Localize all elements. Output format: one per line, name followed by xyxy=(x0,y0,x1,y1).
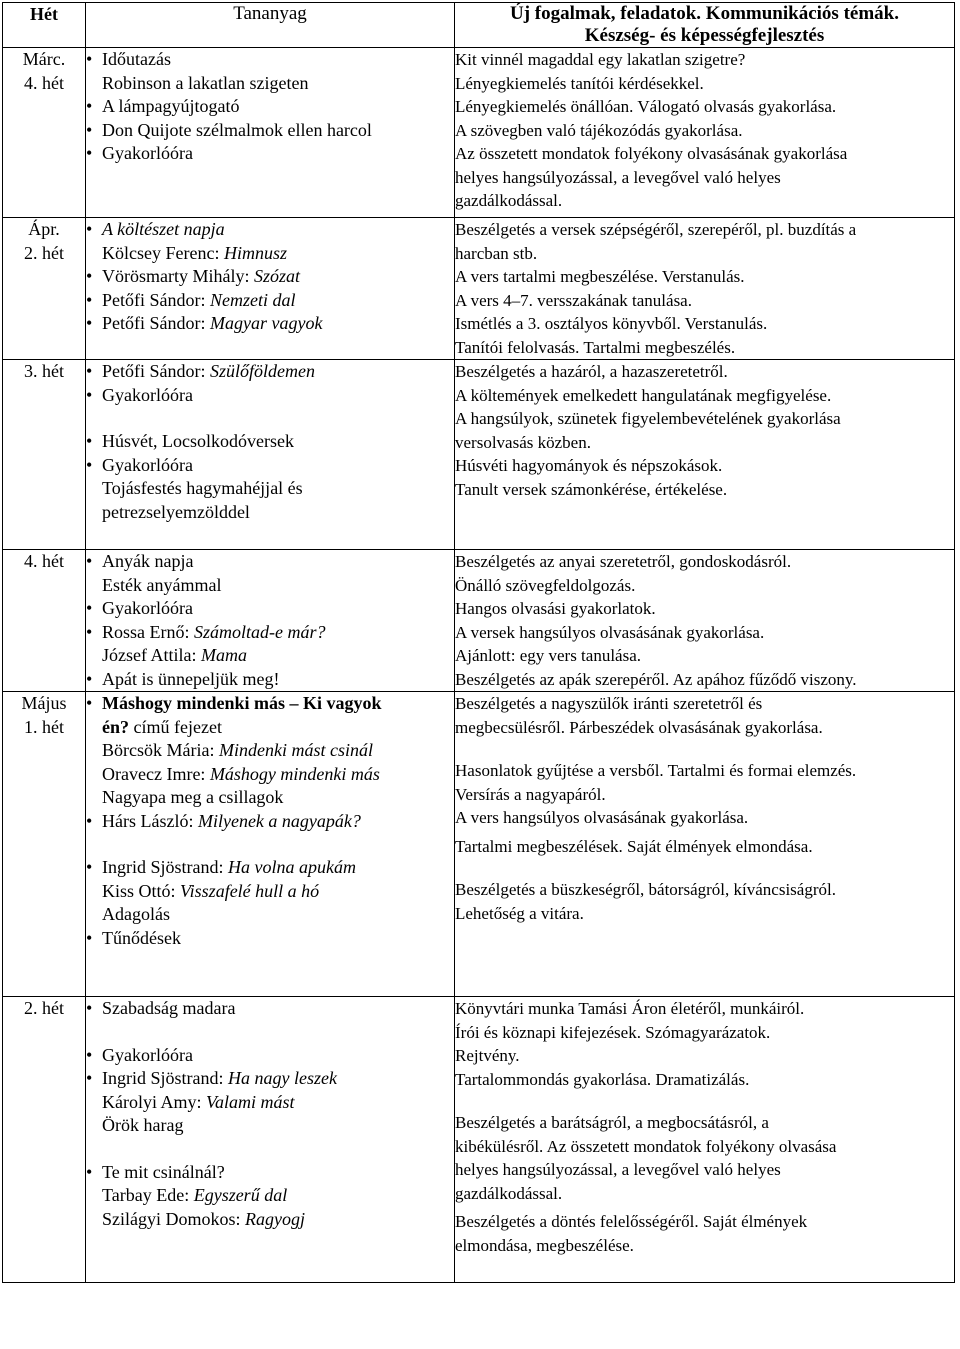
skill-line: helyes hangsúlyozással, a levegővel való helyes xyxy=(455,167,781,187)
topic-item xyxy=(86,810,454,834)
week-label: 1. hét xyxy=(24,716,64,737)
week-cell xyxy=(3,48,86,218)
topic-item xyxy=(86,1114,454,1138)
skill-line: Beszélgetés a büszkeségről, bátorságról, kíváncsiságról. xyxy=(455,880,836,899)
topic-text: Gyakorlóóra xyxy=(102,143,193,163)
bullet-icon: • xyxy=(86,693,93,713)
topic-item xyxy=(86,786,454,810)
skill-line: A vers 4–7. versszakának tanulása. xyxy=(455,290,692,310)
bullet-icon: • xyxy=(86,857,93,877)
topic-text: A lámpagyújtogató xyxy=(102,96,240,116)
bullet-icon: • xyxy=(86,1161,93,1182)
topic-item xyxy=(86,668,454,692)
topic-text: Apát is ünnepeljük meg! xyxy=(102,668,280,689)
topic-text: Ragyogj xyxy=(245,1208,305,1229)
topic-item xyxy=(86,1208,454,1232)
table-row xyxy=(3,360,955,550)
skill-line: megbecsülésről. Párbeszédek olvasásának gyakorlása. xyxy=(455,717,823,737)
topic-item xyxy=(86,763,454,787)
skill-line: Beszélgetés az anyai szeretetről, gondoskodásról. xyxy=(455,552,792,571)
topic-text: Máshogy mindenki más xyxy=(209,763,380,784)
week-label: 2. hét xyxy=(24,242,64,263)
topic-text: Magyar vagyok xyxy=(210,313,323,333)
week-cell xyxy=(3,997,86,1283)
topic-text: Szabadság madara xyxy=(102,998,236,1018)
bullet-icon: • xyxy=(86,361,93,381)
topic-text: Mindenki mást csinál xyxy=(218,740,373,760)
topic-text: Tojásfestés hagymahéjjal és xyxy=(102,478,303,498)
topic-text: Máshogy mindenki más – Ki vagyok xyxy=(102,693,382,713)
topic-text: Szózat xyxy=(253,266,300,286)
table-row xyxy=(3,550,955,692)
topics-cell xyxy=(86,692,455,997)
topic-item xyxy=(86,265,454,289)
topic-text: Kiss Ottó: xyxy=(102,880,181,901)
week-label: Május xyxy=(21,693,67,713)
topic-text: Don Quijote szélmalmok ellen harcol xyxy=(102,119,372,140)
skill-line: Beszélgetés a hazáról, a hazaszeretetről. xyxy=(455,362,728,381)
skill-line: A vers hangsúlyos olvasásának gyakorlása. xyxy=(455,808,749,827)
topic-text: Gyakorlóóra xyxy=(102,454,193,475)
topic-text: Tarbay Ede: xyxy=(102,1185,194,1205)
topic-text: Gyakorlóóra xyxy=(102,1044,193,1065)
bullet-icon: • xyxy=(86,668,93,689)
bullet-icon: • xyxy=(86,266,93,286)
bullet-icon: • xyxy=(86,454,93,475)
topics-cell xyxy=(86,550,455,692)
topic-text: Tűnődések xyxy=(102,927,181,948)
topic-text: Hárs László: xyxy=(102,810,198,831)
bullet-icon: • xyxy=(86,431,93,451)
topic-text: Visszafelé hull a hó xyxy=(180,880,320,901)
topic-item xyxy=(86,716,454,740)
bullet-icon: • xyxy=(86,49,93,69)
skill-line: Hasonlatok gyűjtése a versből. Tartalmi és formai elemzés. xyxy=(455,761,857,780)
topic-text: én? xyxy=(102,716,129,737)
topic-text: Oravecz Imre: xyxy=(102,763,210,784)
curriculum-table xyxy=(2,2,955,1283)
bullet-icon: • xyxy=(86,1044,93,1065)
skill-line: Húsvéti hagyományok és népszokások. xyxy=(455,456,723,475)
header-skills xyxy=(455,3,955,48)
week-label: 2. hét xyxy=(24,998,64,1018)
topic-text: című fejezet xyxy=(129,716,222,737)
topic-item xyxy=(86,454,454,478)
skill-line: A vers tartalmi megbeszélése. Verstanulás. xyxy=(455,267,745,286)
skill-line: A költemények emelkedett hangulatának megfigyelése. xyxy=(455,385,832,405)
skill-line: A szövegben való tájékozódás gyakorlása. xyxy=(455,120,743,140)
topic-item xyxy=(86,142,454,166)
skill-line: Lényegkiemelés önállóan. Válogató olvasás gyakorlása. xyxy=(455,97,837,116)
skill-line: Írói és köznapi kifejezések. Szómagyarázatok. xyxy=(455,1022,771,1042)
topic-item xyxy=(86,477,454,501)
topic-item xyxy=(86,927,454,951)
topic-item xyxy=(86,360,454,384)
topic-text: Időutazás xyxy=(102,49,171,69)
topic-item xyxy=(86,384,454,408)
topic-text: Gyakorlóóra xyxy=(102,598,193,618)
table-row xyxy=(3,692,955,997)
header-row xyxy=(3,3,955,48)
skills-cell xyxy=(455,997,955,1283)
table-row xyxy=(3,997,955,1283)
week-cell xyxy=(3,692,86,997)
topic-text: Petőfi Sándor: xyxy=(102,313,210,333)
topic-text: Gyakorlóóra xyxy=(102,384,193,405)
topic-item xyxy=(86,997,454,1021)
bullet-icon: • xyxy=(86,289,93,310)
skill-line: gazdálkodással. xyxy=(455,191,563,210)
week-cell xyxy=(3,218,86,360)
topic-text: József Attila: xyxy=(102,645,201,665)
skills-cell xyxy=(455,218,955,360)
skill-line: Lényegkiemelés tanítói kérdésekkel. xyxy=(455,73,704,93)
bullet-icon: • xyxy=(86,551,93,571)
topic-item xyxy=(86,856,454,880)
topic-item xyxy=(86,119,454,143)
skill-line: Tartalommondás gyakorlása. Dramatizálás. xyxy=(455,1069,750,1089)
topic-text: Valami mást xyxy=(206,1091,295,1112)
topic-item xyxy=(86,692,454,716)
topic-item xyxy=(86,1091,454,1115)
week-label: 3. hét xyxy=(24,361,64,381)
topic-text: Kölcsey Ferenc: xyxy=(102,242,224,263)
week-label: 4. hét xyxy=(24,72,64,93)
topic-text: Vörösmarty Mihály: xyxy=(102,266,254,286)
topic-text: Egyszerű dal xyxy=(193,1185,288,1205)
topic-item xyxy=(86,903,454,927)
bullet-icon: • xyxy=(86,143,93,163)
bullet-icon: • xyxy=(86,219,93,239)
topics-cell xyxy=(86,48,455,218)
topic-text: Milyenek a nagyapák? xyxy=(197,810,361,831)
bullet-icon: • xyxy=(86,927,93,948)
skill-line: Beszélgetés a nagyszülők iránti szeretetről és xyxy=(455,694,763,713)
topics-cell xyxy=(86,360,455,550)
topic-text: Számoltad-e már? xyxy=(194,621,326,642)
bullet-icon: • xyxy=(86,384,93,405)
topics-cell xyxy=(86,997,455,1283)
skill-line: Ajánlott: egy vers tanulása. xyxy=(455,646,642,665)
week-label: Márc. xyxy=(22,49,66,69)
week-label: Ápr. xyxy=(28,219,60,239)
skill-line: Könyvtári munka Tamási Áron életéről, munkáiról. xyxy=(455,999,805,1018)
header-topic: Tananyag xyxy=(86,3,455,48)
skill-line: Versírás a nagyapáról. xyxy=(455,784,606,804)
week-cell xyxy=(3,550,86,692)
skill-line: A versek hangsúlyos olvasásának gyakorlása. xyxy=(455,622,765,642)
topics-cell xyxy=(86,218,455,360)
topic-text: Anyák napja xyxy=(102,551,194,571)
topic-item xyxy=(86,644,454,668)
skill-line: Hangos olvasási gyakorlatok. xyxy=(455,599,656,618)
week-cell xyxy=(3,360,86,550)
topic-text: Himnusz xyxy=(223,242,287,263)
skill-line: helyes hangsúlyozással, a levegővel való helyes xyxy=(455,1160,781,1179)
skill-line: Az összetett mondatok folyékony olvasásának gyakorlása xyxy=(455,144,848,163)
bullet-icon: • xyxy=(86,1068,93,1088)
bullet-icon: • xyxy=(86,598,93,618)
skill-line: Tanult versek számonkérése, értékelése. xyxy=(455,479,728,499)
skill-line: gazdálkodással. xyxy=(455,1183,563,1203)
topic-text: Te mit csinálnál? xyxy=(102,1161,225,1182)
skill-line: harcban stb. xyxy=(455,243,538,263)
topic-text: Esték anyámmal xyxy=(102,574,222,595)
topic-item xyxy=(86,574,454,598)
topic-item xyxy=(86,1184,454,1208)
week-label: 4. hét xyxy=(24,551,64,571)
topic-text: Börcsök Mária: xyxy=(102,740,219,760)
topic-text: petrezselyemzölddel xyxy=(102,501,250,522)
topic-item xyxy=(86,880,454,904)
topic-item xyxy=(86,48,454,72)
skill-line: versolvasás közben. xyxy=(455,432,591,452)
topic-item xyxy=(86,597,454,621)
topic-text: Petőfi Sándor: xyxy=(102,289,210,310)
skill-line: kibékülésről. Az összetett mondatok folyékony olvasása xyxy=(455,1136,837,1156)
bullet-icon: • xyxy=(86,119,93,140)
table-row xyxy=(3,218,955,360)
topic-text: Robinson a lakatlan szigeten xyxy=(102,72,309,93)
table-row xyxy=(3,48,955,218)
topic-text: Ha nagy leszek xyxy=(228,1068,337,1088)
skill-line: Tartalmi megbeszélések. Saját élmények elmondása. xyxy=(455,836,813,856)
topic-item xyxy=(86,1044,454,1068)
topic-item xyxy=(86,95,454,119)
skills-cell xyxy=(455,692,955,997)
topic-text: Húsvét, Locsolkodóversek xyxy=(102,431,294,451)
skill-line: Kit vinnél magaddal egy lakatlan szigetre? xyxy=(455,50,746,69)
topic-text: Szilágyi Domokos: xyxy=(102,1208,245,1229)
table-body xyxy=(3,48,955,1283)
skill-line: Ismétlés a 3. osztályos könyvből. Verstanulás. xyxy=(455,314,768,333)
topic-item xyxy=(86,312,454,336)
header-skills-line2: Készség- és képességfejlesztés xyxy=(584,25,825,46)
skill-line: Beszélgetés a barátságról, a megbocsátásról, a xyxy=(455,1113,769,1132)
topic-text: A költészet napja xyxy=(102,219,225,239)
skills-cell xyxy=(455,360,955,550)
bullet-icon: • xyxy=(86,96,93,116)
topic-text: Ha volna apukám xyxy=(228,857,356,877)
skill-line: Önálló szövegfeldolgozás. xyxy=(455,575,636,595)
topic-text: Örök harag xyxy=(102,1115,184,1135)
topic-item xyxy=(86,1067,454,1091)
topic-item xyxy=(86,501,454,525)
skill-line: elmondása, megbeszélése. xyxy=(455,1235,634,1255)
topic-text: Mama xyxy=(200,645,247,665)
header-week: Hét xyxy=(3,3,86,48)
topic-item xyxy=(86,242,454,266)
skill-line: Beszélgetés a versek szépségéről, szerepéről, pl. buzdítás a xyxy=(455,220,857,239)
skill-line: Lehetőség a vitára. xyxy=(455,903,584,923)
skills-cell xyxy=(455,550,955,692)
topic-item xyxy=(86,218,454,242)
skill-line: A hangsúlyok, szünetek figyelembevételének gyakorlása xyxy=(455,409,841,428)
topic-item xyxy=(86,1161,454,1185)
topic-item xyxy=(86,550,454,574)
topic-item xyxy=(86,739,454,763)
topic-item xyxy=(86,289,454,313)
topic-text: Ingrid Sjöstrand: xyxy=(102,857,228,877)
bullet-icon: • xyxy=(86,810,93,831)
skill-line: Beszélgetés az apák szerepéről. Az apához fűződő viszony. xyxy=(455,669,857,689)
topic-text: Petőfi Sándor: xyxy=(102,361,210,381)
topic-text: Szülőföldemen xyxy=(210,361,315,381)
topic-item xyxy=(86,72,454,96)
topic-text: Ingrid Sjöstrand: xyxy=(102,1068,228,1088)
topic-item xyxy=(86,621,454,645)
header-skills-line1: Új fogalmak, feladatok. Kommunikációs témák. xyxy=(510,3,899,24)
bullet-icon: • xyxy=(86,313,93,333)
bullet-icon: • xyxy=(86,998,93,1018)
topic-text: Rossa Ernő: xyxy=(102,621,194,642)
topic-text: Nemzeti dal xyxy=(210,289,296,310)
skill-line: Rejtvény. xyxy=(455,1046,520,1065)
topic-text: Adagolás xyxy=(102,904,170,924)
bullet-icon: • xyxy=(86,621,93,642)
topic-text: Károlyi Amy: xyxy=(102,1091,206,1112)
skill-line: Tanítói felolvasás. Tartalmi megbeszélés. xyxy=(455,337,736,357)
skill-line: Beszélgetés a döntés felelősségéről. Saját élmények xyxy=(455,1212,808,1231)
topic-text: Nagyapa meg a csillagok xyxy=(102,787,284,807)
skills-cell xyxy=(455,48,955,218)
topic-item xyxy=(86,430,454,454)
